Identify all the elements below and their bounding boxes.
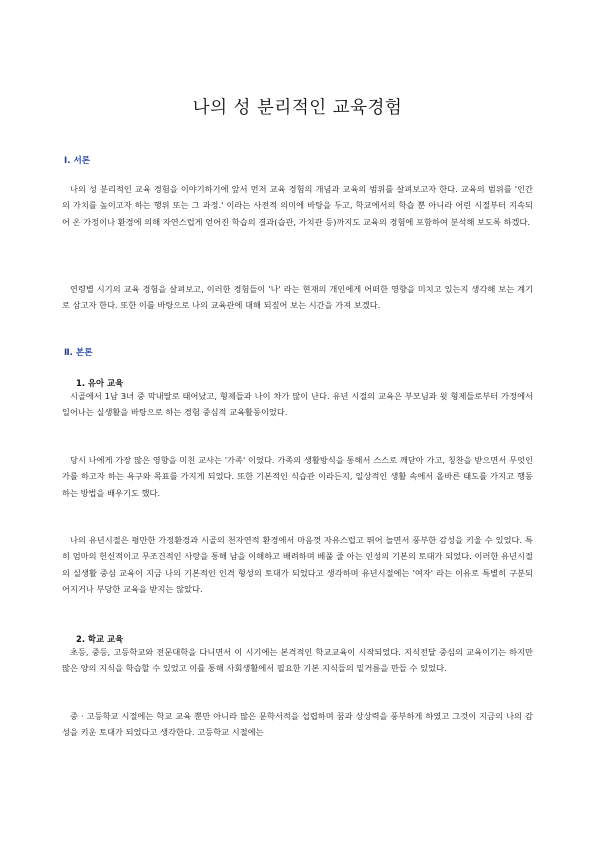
intro-paragraph-1: 나의 성 분리적인 교육 경험을 이야기하기에 앞서 먼저 교육 경험의 개념과 교육의 범위를 살펴보고자 한다. 교육의 범위를 '인간의 가치를 높이고자 하는 행위 또는 그 과정.' 이라는 사전적 의미에 바탕을 두고, 학교에서의 학습 뿐 아니라 어린 시절부터 지속되어 온 가정이나 환경에 의해 자연스럽게 얻어진 학습의 결과(습관, 가치관 등)까지도 교육의 경험에 포함하여 분석해 보도록 하겠다. — [62, 184, 533, 227]
section-heading-intro: Ⅰ. 서론 — [64, 156, 91, 166]
intro-paragraph-2: 연령별 시기의 교육 경험을 살펴보고, 이러한 경험들이 '나' 라는 현재의 개인에게 어떠한 영향을 미치고 있는지 생각해 보는 계기로 삼고자 한다. 또한 이를 바탕으로 나의 교육관에 대해 되짚어 보는 시간을 가져 보겠다. — [62, 284, 533, 311]
subsection-heading-early-education: 1. 유아 교육 — [76, 378, 124, 388]
school-education-paragraph-1: 초등, 중등, 고등학교와 전문대학을 다니면서 이 시기에는 본격적인 학교교육이 시작되었다. 지식전달 중심의 교육이기는 하지만 많은 양의 지식을 학습할 수 있었고 이를 통해 사회생활에서 필요한 기본 지식들의 밑거름을 만들 수 있었다. — [62, 647, 533, 674]
document-title: 나의 성 분리적인 교육경험 — [192, 98, 403, 118]
subsection-heading-school-education: 2. 학교 교육 — [76, 634, 124, 644]
section-heading-body: Ⅱ. 본론 — [64, 348, 93, 358]
early-education-paragraph-1: 시골에서 1남 3녀 중 막내딸로 태어났고, 형제들과 나이 차가 많이 난다. 유년 시절의 교육은 부모님과 윗 형제들로부터 가정에서 일어나는 실생활을 바탕으로 하는 경험 중심적 교육활동이었다. — [62, 391, 533, 418]
early-education-paragraph-2: 당시 나에게 가장 많은 영향을 미친 교사는 '가족' 이었다. 가족의 생활방식을 통해서 스스로 깨닫아 가고, 칭찬을 받으면서 무엇인가를 하고자 하는 욕구와 목표를 가지게 되었다. 또한 기본적인 식습관 이라든지, 일상적인 생활 속에서 올바른 태도를 가지고 행동하는 방법을 배우기도 했다. — [62, 455, 533, 498]
early-education-paragraph-3: 나의 유년시절은 평만한 가정환경과 시골의 천자연적 환경에서 마음껏 자유스럽고 뛰어 놀면서 풍부한 감성을 키울 수 있었다. 특히 엄마의 헌신적이고 무조건적인 사랑을 통해 남을 이해하고 배려하며 베풀 줄 아는 인성의 기본의 토대가 되었다. 이러한 유년시절의 실생활 중심 교육이 지금 나의 기본적인 인격 형성의 토대가 되었다고 생각하며 유년시절에는 '여자' 라는 이유로 특별히 구분되어지거나 부당한 교육을 받지는 않았다. — [62, 535, 533, 595]
school-education-paragraph-2: 중 · 고등학교 시절에는 학교 교육 뿐만 아니라 많은 문학서적을 섭렵하며 꿈과 상상력을 풍부하게 하였고 그것이 지금의 나의 감성을 키운 토대가 되었다고 생각한다. 고등학교 시절에는 — [62, 711, 533, 738]
